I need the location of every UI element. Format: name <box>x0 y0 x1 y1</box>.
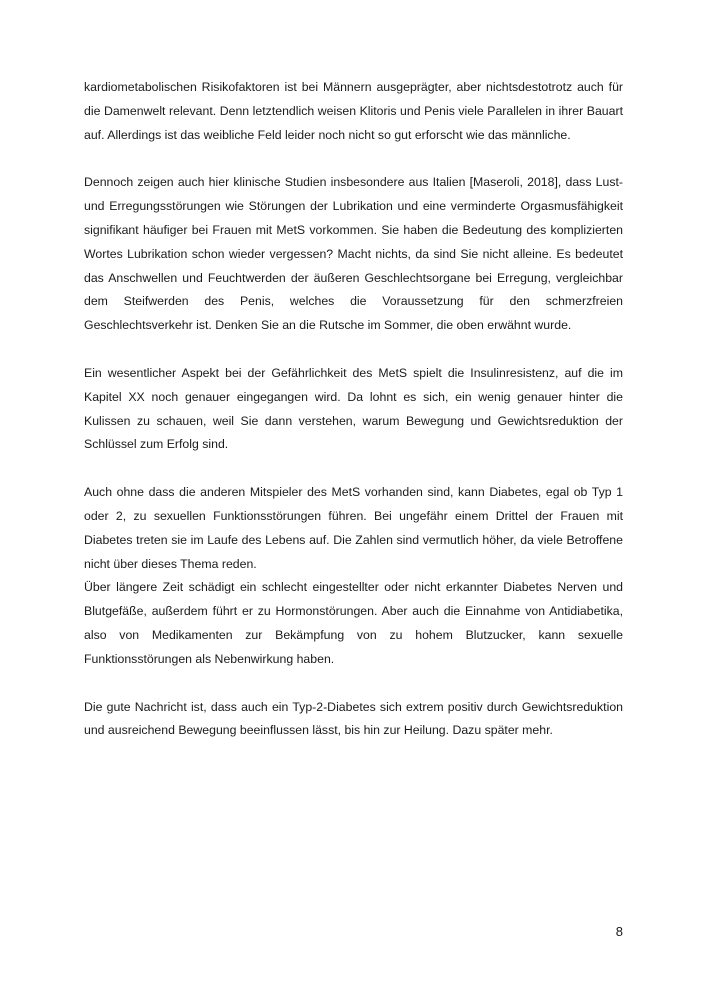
paragraph-6: Die gute Nachricht ist, dass auch ein Typ-2-Diabetes sich extrem positiv durch Gewichtsreduktion und ausreichend Bewegung beeinflussen lässt, bis hin zur Heilung. Dazu später mehr. <box>84 699 623 738</box>
paragraph-4: Auch ohne dass die anderen Mitspieler des MetS vorhanden sind, kann Diabetes, egal ob Typ 1 oder 2, zu sexuellen Funktionsstörungen führen. Bei ungefähr einem Drittel der Frauen mit Diabetes treten sie im Laufe des Lebens auf. Die Zahlen sind vermutlich höher, da viele Betroffene nicht über dieses Thema reden. <box>84 485 623 571</box>
paragraph-3: Ein wesentlicher Aspekt bei der Gefährlichkeit des MetS spielt die Insulinresistenz, auf die im Kapitel XX noch genauer eingegangen wird. Da lohnt es sich, ein wenig genauer hinter die Kulissen zu schauen, weil Sie dann verstehen, warum Bewegung und Gewichtsreduktion der Schlüssel zum Erfolg sind. <box>84 365 623 452</box>
paragraph-2: Dennoch zeigen auch hier klinische Studien insbesondere aus Italien [Maseroli, 2018], dass Lust- und Erregungsstörungen wie Störungen der Lubrikation und eine verminderte Orgasmusfähigkeit signifikant häufiger bei Frauen mit MetS vorkommen. Sie haben die Bedeutung des komplizierten Wortes Lubrikation schon wieder vergessen? Macht nichts, da sind Sie nicht alleine. Es bedeutet das Anschwellen und Feuchtwerden der äußeren Geschlechtsorgane bei Erregung, vergleichbar dem Steifwerden des Penis, welches die Voraussetzung für den schmerzfreien Geschlechtsverkehr ist. Denken Sie an die Rutsche im Sommer, die oben erwähnt wurde. <box>84 175 623 333</box>
paragraph-1: kardiometabolischen Risikofaktoren ist bei Männern ausgeprägter, aber nichtsdestotrotz auch für die Damenwelt relevant. Denn letztendlich weisen Klitoris und Penis viele Parallelen in ihrer Bauart auf. Allerdings ist das weibliche Feld leider noch nicht so gut erforscht wie das männliche. <box>84 80 623 142</box>
paragraph-5: Über längere Zeit schädigt ein schlecht eingestellter oder nicht erkannter Diabetes Nerven und Blutgefäße, außerdem führt er zu Hormonstörungen. Aber auch die Einnahme von Antidiabetika, also von Medikamenten zur Bekämpfung von zu hohem Blutzucker, kann sexuelle Funktionsstörungen als Nebenwirkung haben. <box>84 580 623 666</box>
page-number: 8 <box>615 924 623 939</box>
